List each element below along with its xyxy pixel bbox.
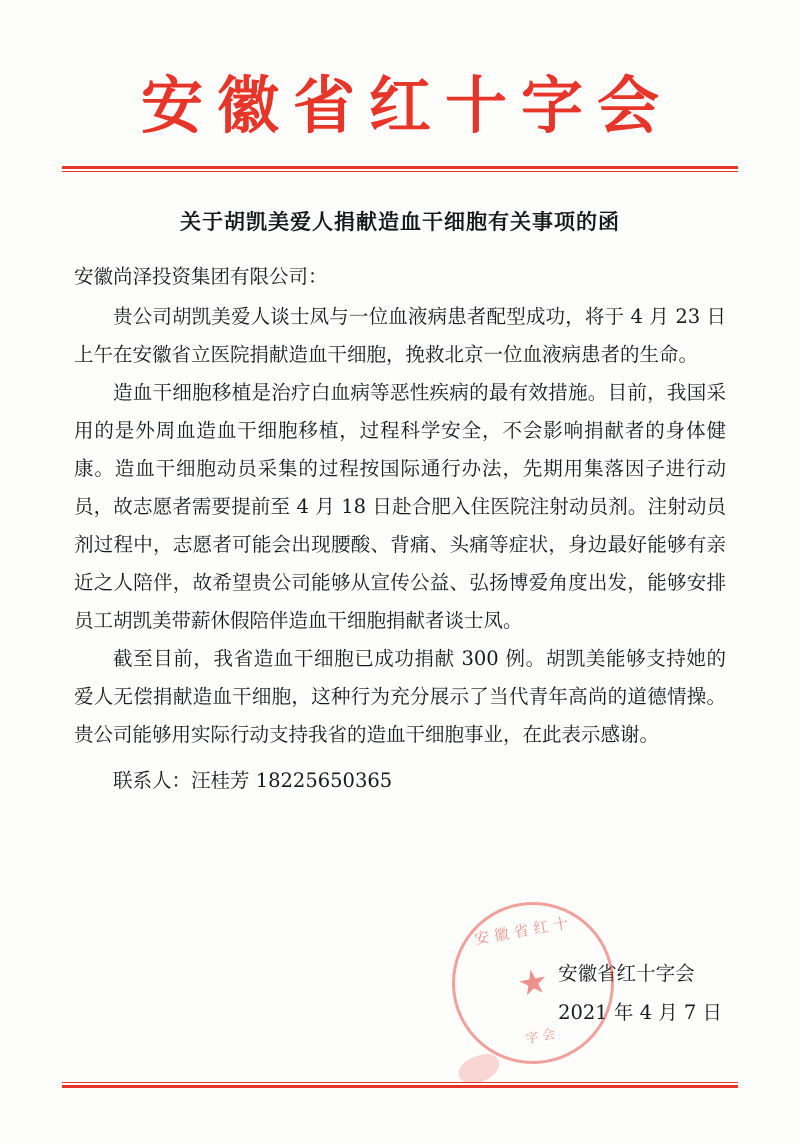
body-paragraph-3: 截至目前，我省造血干细胞已成功捐献 300 例。胡凯美能够支持她的爱人无偿捐献造血干细胞，这种行为充分展示了当代青年高尚的道德情操。贵公司能够用实际行动支持我省的造血干细胞事业，在此表示感谢。 — [74, 647, 726, 747]
seal-top-text: 安徽省红十 — [472, 913, 575, 949]
seal-bottom-text: 字会 — [524, 1026, 561, 1048]
header-divider-thin — [62, 171, 738, 172]
contact-line: 联系人：汪桂芳 18225650365 — [113, 769, 393, 793]
header-divider — [62, 166, 738, 172]
body-paragraph-2: 造血干细胞移植是治疗白血病等恶性疾病的最有效措施。目前，我国采用的是外周血造血干细胞移植，过程科学安全，不会影响捐献者的身体健康。造血干细胞动员采集的过程按国际通行办法，先期用集落因子进行动员，故志愿者需要提前至 4 月 18 日赴合肥入住医院注射动员剂。注射动员剂过程中，志愿者可能会出现腰酸、背痛、头痛等症状，身边最好能够有亲近之人陪伴，故希望贵公司能够从宣传公益、弘扬博爱角度出发，能够安排员工胡凯美带薪休假陪伴造血干细胞捐献者谈士凤。 — [74, 381, 726, 633]
header-divider-thick — [62, 166, 738, 169]
letterhead — [0, 0, 800, 140]
footer-divider-thick — [62, 1085, 738, 1088]
body-paragraph-1: 贵公司胡凯美爱人谈士凤与一位血液病患者配型成功，将于 4 月 23 日上午在安徽省立医院捐献造血干细胞，挽救北京一位血液病患者的生命。 — [74, 305, 726, 367]
signature-date: 2021 年 4 月 7 日 — [558, 1001, 722, 1024]
footer-divider-thin — [62, 1082, 738, 1083]
seal-star-icon: ★ — [514, 960, 552, 1006]
document-title: 关于胡凯美爱人捐献造血干细胞有关事项的函 — [180, 209, 620, 235]
organization-title: 安徽省红十字会 — [140, 69, 673, 142]
signature-organization: 安徽省红十字会 — [558, 962, 695, 985]
document-body — [74, 258, 726, 800]
recipient-line: 安徽尚泽投资集团有限公司： — [74, 265, 328, 289]
official-seal — [439, 889, 627, 1077]
footer-divider — [62, 1082, 738, 1088]
